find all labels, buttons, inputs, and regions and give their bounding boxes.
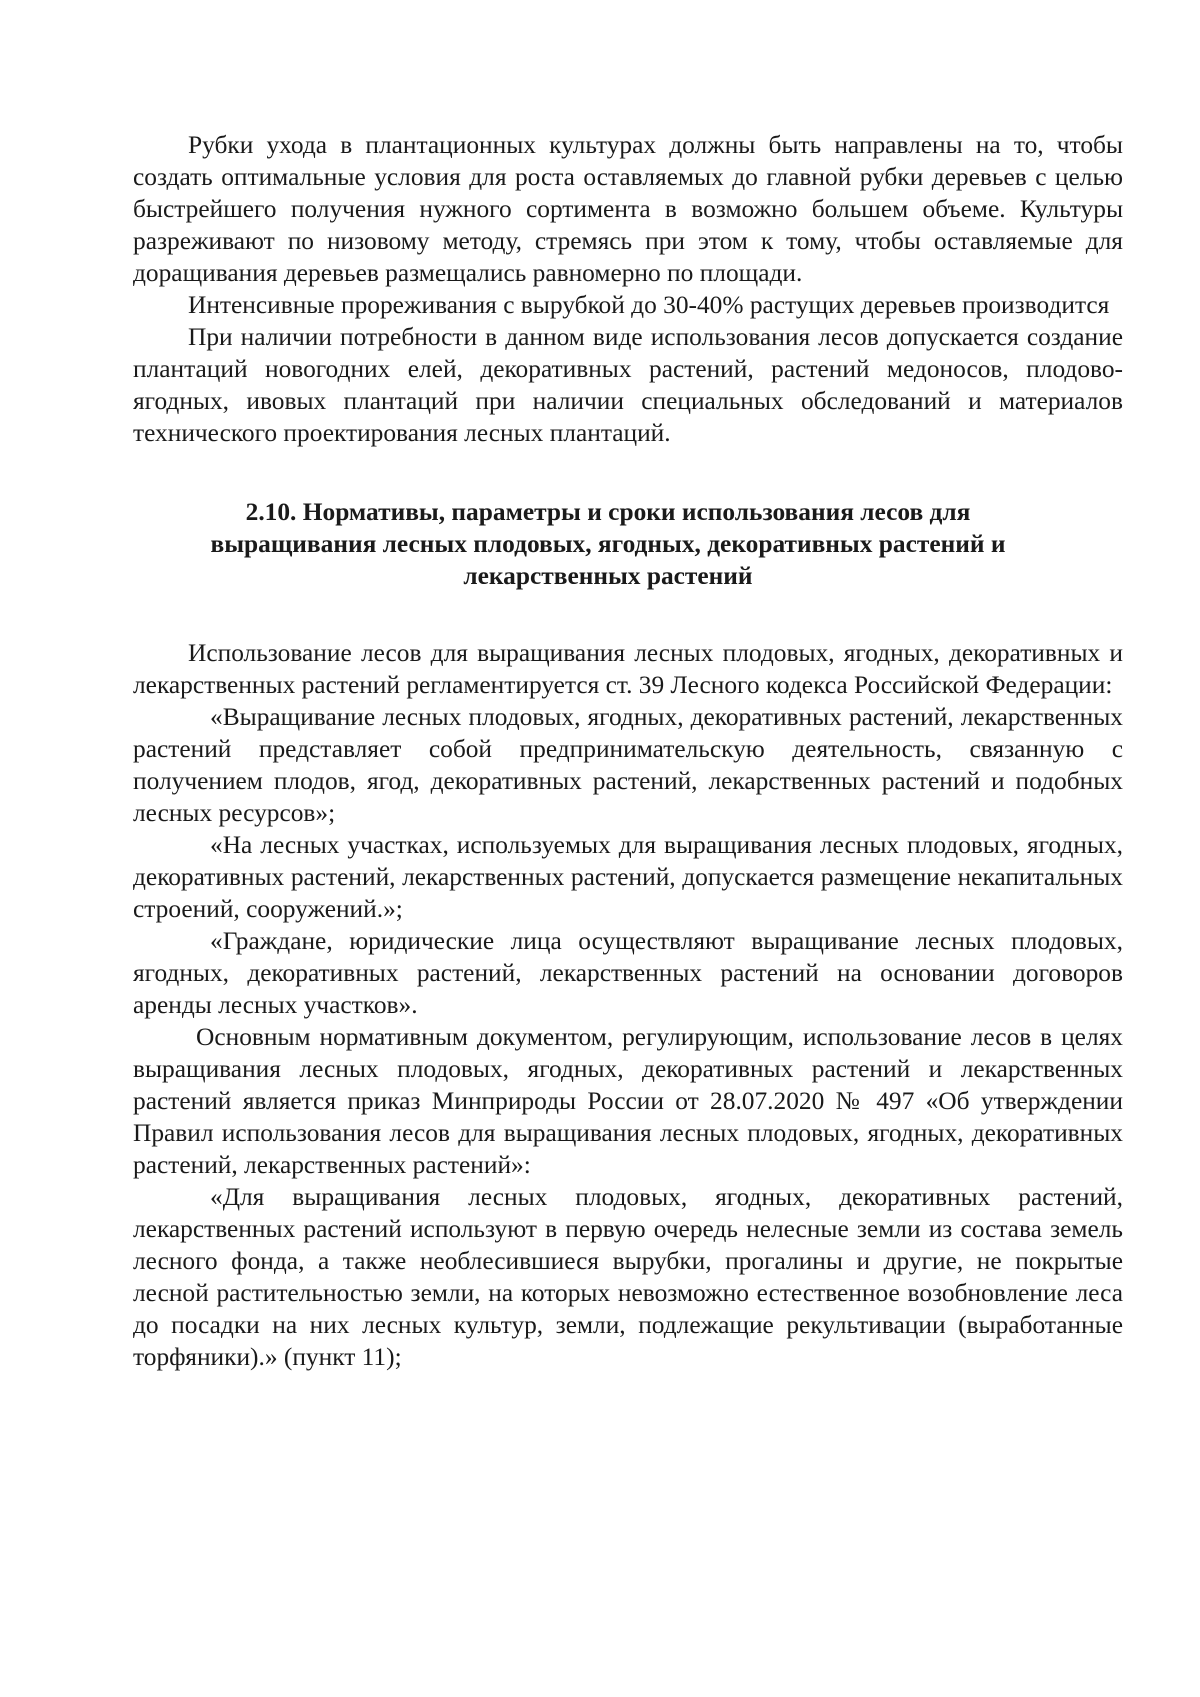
section-heading — [133, 496, 1123, 592]
paragraph-quote-land-use: «Для выращивания лесных плодовых, ягодных, декоративных растений, лекарственных растений используют в первую очередь нелесные земли из состава земель лесного фонда, а также необлесившиеся вырубки, прогалины и другие, не покрытые лесной растительностью земли, на которых невозможно естественное возобновление леса до посадки на них лесных культур, земли, подлежащие рекультивации (выработанные торфяники).» (пункт 11); — [133, 1183, 1123, 1371]
section-heading-line: 2.10. Нормативы, параметры и сроки использования лесов для — [245, 498, 971, 526]
paragraph-quote-lease: «Граждане, юридические лица осуществляют выращивание лесных плодовых, ягодных, декоративных растений, лекарственных растений на основании договоров аренды лесных участков». — [133, 927, 1123, 1019]
paragraph-quote-structures: «На лесных участках, используемых для выращивания лесных плодовых, ягодных, декоративных растений, лекарственных растений, допускается размещение некапитальных строений, сооружений.»; — [133, 831, 1123, 923]
section-heading-line: лекарственных растений — [463, 562, 753, 590]
document-body — [133, 129, 1123, 1373]
section-heading-line: выращивания лесных плодовых, ягодных, декоративных растений и — [210, 530, 1006, 558]
paragraph-thinning-care: Рубки ухода в плантационных культурах должны быть направлены на то, чтобы создать оптимальные условия для роста оставляемых до главной рубки деревьев с целью быстрейшего получения нужного сортимента в возможно большем объеме. Культуры разреживают по низовому методу, стремясь при этом к тому, чтобы оставляемые для доращивания деревьев размещались равномерно по площади. — [133, 131, 1123, 287]
paragraph-regulatory-order: Основным нормативным документом, регулирующим, использование лесов в целях выращивания лесных плодовых, ягодных, декоративных растений и лекарственных растений является приказ Минприроды России от 28.07.2020 № 497 «Об утверждении Правил использования лесов для выращивания лесных плодовых, ягодных, декоративных растений, лекарственных растений»: — [133, 1023, 1123, 1179]
paragraph-quote-definition: «Выращивание лесных плодовых, ягодных, декоративных растений, лекарственных растений представляет собой предпринимательскую деятельность, связанную с получением плодов, ягод, декоративных растений, лекарственных растений и подобных лесных ресурсов»; — [133, 703, 1123, 827]
paragraph-intensive-thinning: Интенсивные прореживания с вырубкой до 30-40% растущих деревьев производится — [188, 291, 1110, 319]
paragraph-plantation-creation: При наличии потребности в данном виде использования лесов допускается создание плантаций новогодних елей, декоративных растений, растений медоносов, плодово-ягодных, ивовых плантаций при наличии специальных обследований и материалов технического проектирования лесных плантаций. — [133, 323, 1123, 447]
paragraph-forest-code-reference: Использование лесов для выращивания лесных плодовых, ягодных, декоративных и лекарственных растений регламентируется ст. 39 Лесного кодекса Российской Федерации: — [133, 639, 1123, 699]
